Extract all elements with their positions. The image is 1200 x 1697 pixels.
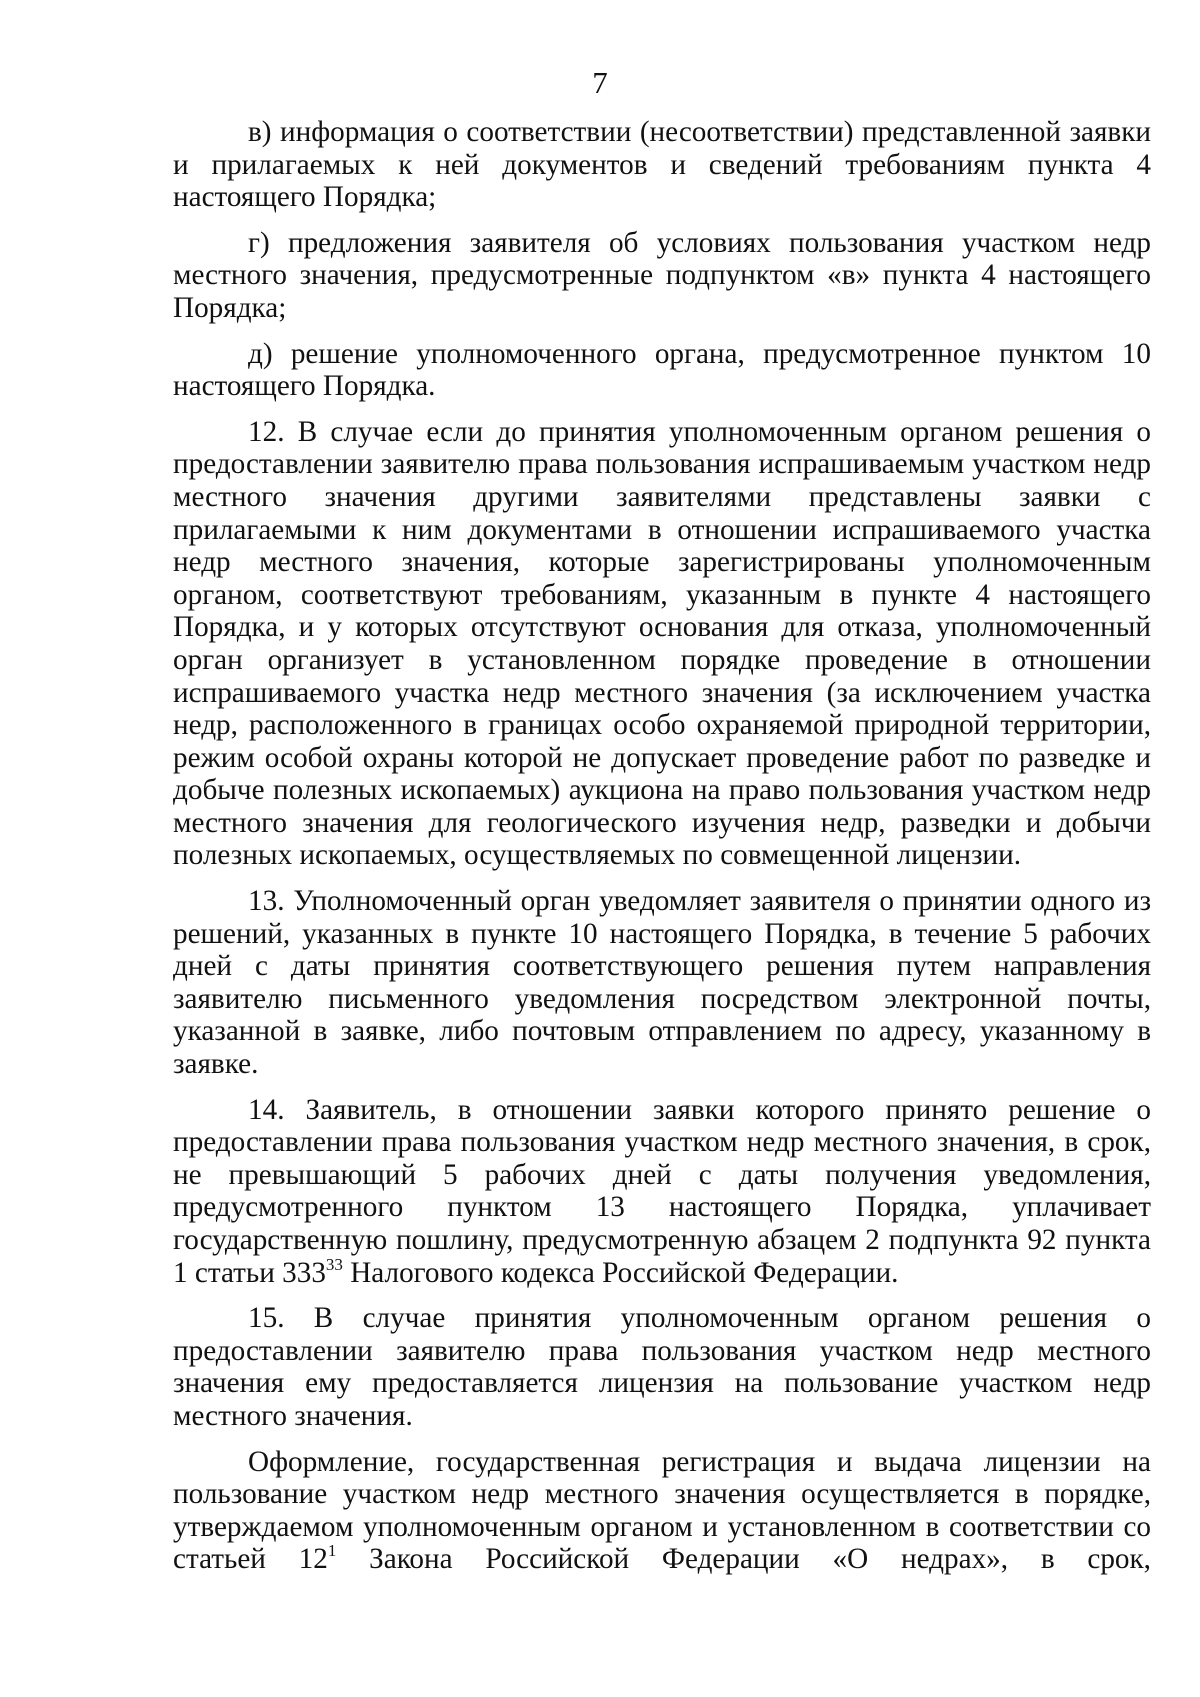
paragraph-licensing-text: Оформление, государственная регистрация и выдача лицензии на пользование участком недр местного значения осуществляется в порядке, утверждаемом уполномоченным органом и установленном в соответствии со статьей 12 xyxy=(173,1445,1151,1576)
paragraph-licensing-tail: Закона Российской Федерации «О недрах», в срок, xyxy=(336,1543,1151,1576)
paragraph-14-text: 14. Заявитель, в отношении заявки которого принято решение о предоставлении права пользования участком недр местного значения, в срок, не превышающий 5 рабочих дней с даты получения уведомления, предусмотренного пунктом 13 настоящего Порядка, уплачивает государственную пошлину, предусмотренную абзацем 2 подпункта 92 пункта 1 статьи 333 xyxy=(173,1093,1151,1289)
paragraph-v: в) информация о соответствии (несоответствии) представленной заявки и прилагаемых к ней документов и сведений требованиям пункта 4 настоящего Порядка; xyxy=(173,116,1151,214)
paragraph-14-superscript: 33 xyxy=(325,1254,343,1274)
paragraph-d: д) решение уполномоченного органа, предусмотренное пунктом 10 настоящего Порядка. xyxy=(173,337,1151,403)
document-body xyxy=(173,116,1151,1589)
paragraph-14-tail: Налогового кодекса Российской Федерации. xyxy=(342,1256,899,1289)
paragraph-14 xyxy=(173,1094,1151,1290)
paragraph-licensing xyxy=(173,1446,1151,1576)
paragraph-g: г) предложения заявителя об условиях пользования участком недр местного значения, предусмотренные подпунктом «в» пункта 4 настоящего Порядка; xyxy=(173,226,1151,324)
paragraph-15: 15. В случае принятия уполномоченным органом решения о предоставлении заявителю права пользования участком недр местного значения ему предоставляется лицензия на пользование участком недр местного значения. xyxy=(173,1302,1151,1432)
paragraph-13: 13. Уполномоченный орган уведомляет заявителя о принятии одного из решений, указанных в пункте 10 настоящего Порядка, в течение 5 рабочих дней с даты принятия соответствующего решения путем направления заявителю письменного уведомления посредством электронной почты, указанной в заявке, либо почтовым отправлением по адресу, указанному в заявке. xyxy=(173,885,1151,1081)
paragraph-12: 12. В случае если до принятия уполномоченным органом решения о предоставлении заявителю права пользования испрашиваемым участком недр местного значения другими заявителями представлены заявки с прилагаемыми к ним документами в отношении испрашиваемого участка недр местного значения, которые зарегистрированы уполномоченным органом, соответствуют требованиям, указанным в пункте 4 настоящего Порядка, и у которых отсутствуют основания для отказа, уполномоченный орган организует в установленном порядке проведение в отношении испрашиваемого участка недр местного значения (за исключением участка недр, расположенного в границах особо охраняемой природной территории, режим особой охраны которой не допускает проведение работ по разведке и добыче полезных ископаемых) аукциона на право пользования участком недр местного значения для геологического изучения недр, разведки и добычи полезных ископаемых, осуществляемых по совмещенной лицензии. xyxy=(173,415,1151,872)
paragraph-licensing-superscript: 1 xyxy=(327,1541,337,1561)
page-number: 7 xyxy=(592,65,608,100)
